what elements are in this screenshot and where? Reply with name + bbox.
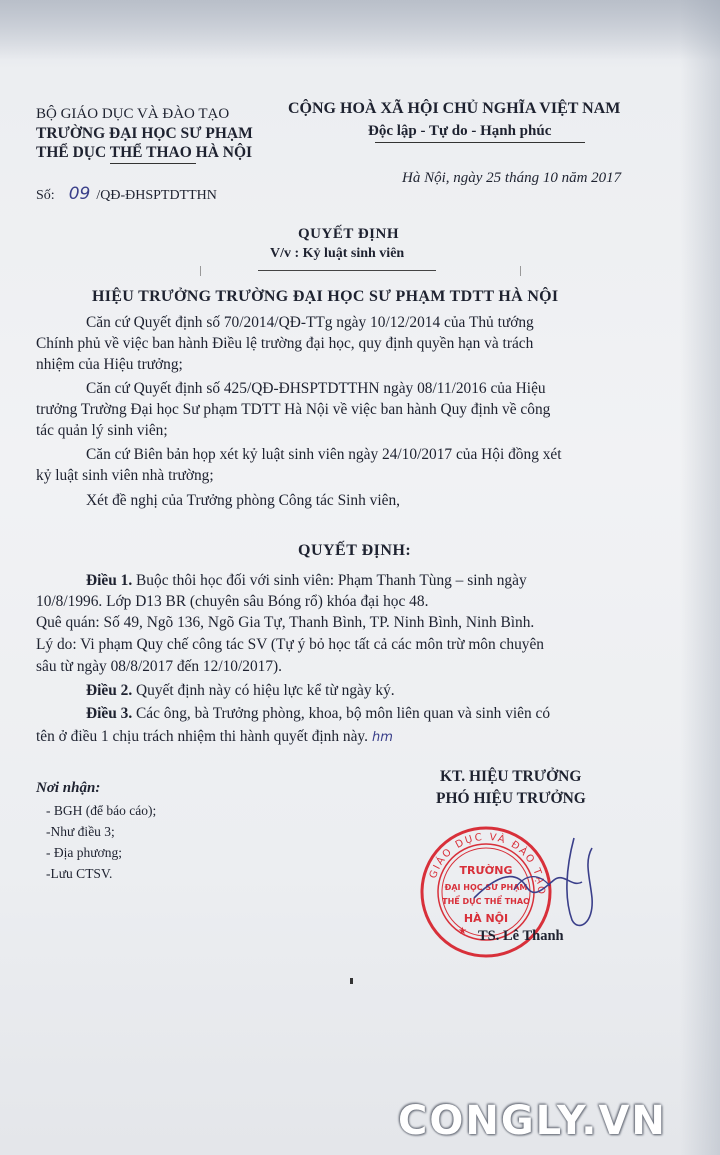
top-shadow bbox=[0, 0, 720, 60]
article-3-text: Các ông, bà Trưởng phòng, khoa, bộ môn liên quan và sinh viên có bbox=[132, 705, 551, 722]
article-2 bbox=[86, 680, 395, 701]
article-1-line: sâu từ ngày 08/8/2017 đến 12/10/2017). bbox=[36, 658, 283, 675]
site-watermark: CONGLY.VN bbox=[398, 1098, 667, 1144]
article-1-line: 10/8/1996. Lớp D13 BR (chuyên sâu Bóng rổ) khóa đại học 48. bbox=[36, 593, 429, 610]
seal-line-3: THỂ DỤC THỂ THAO bbox=[442, 897, 530, 906]
signature-title-2: PHÓ HIỆU TRƯỞNG bbox=[436, 790, 586, 807]
article-3-line2: tên ở điều 1 chịu trách nhiệm thi hành quyết định này. bbox=[36, 728, 368, 745]
article-1-line: Quê quán: Số 49, Ngõ 136, Ngõ Gia Tự, Thanh Bình, TP. Ninh Bình, Ninh Bình. bbox=[36, 614, 535, 631]
document-number bbox=[36, 184, 217, 204]
issuing-authority: HIỆU TRƯỞNG TRƯỜNG ĐẠI HỌC SƯ PHẠM TDTT HÀ NỘI bbox=[92, 288, 559, 305]
article-1 bbox=[86, 570, 527, 591]
recipient-item: -Như điều 3; bbox=[46, 824, 115, 839]
preamble-line: tác quản lý sinh viên; bbox=[36, 422, 168, 439]
right-shadow bbox=[680, 0, 720, 1155]
school-name-line1: TRƯỜNG ĐẠI HỌC SƯ PHẠM bbox=[36, 125, 253, 142]
preamble-line: Căn cứ Quyết định số 70/2014/QĐ-TTg ngày 10/12/2014 của Thủ tướng bbox=[86, 314, 534, 331]
handwritten-signature-icon bbox=[454, 828, 634, 938]
preamble-line: Căn cứ Quyết định số 425/QĐ-ĐHSPTDTTHN ngày 08/11/2016 của Hiệu bbox=[86, 380, 546, 397]
recipient-item: - BGH (để báo cáo); bbox=[46, 803, 157, 818]
article-1-line: Lý do: Vi phạm Quy chế công tác SV (Tự ý bỏ học tất cả các môn trừ môn chuyên bbox=[36, 636, 544, 653]
recipients-title: Nơi nhận: bbox=[36, 780, 101, 796]
article-3-line bbox=[36, 726, 393, 748]
document-title: QUYẾT ĐỊNH bbox=[298, 226, 399, 242]
article-3-label: Điều 3. bbox=[86, 705, 133, 722]
signature-title-1: KT. HIỆU TRƯỞNG bbox=[440, 768, 582, 785]
signer-name: TS. Lê Thanh bbox=[478, 928, 564, 944]
article-2-text: Quyết định này có hiệu lực kể từ ngày ký. bbox=[132, 682, 395, 699]
svg-text:★: ★ bbox=[458, 926, 467, 937]
article-3 bbox=[86, 703, 550, 724]
article-1-label: Điều 1. bbox=[86, 572, 133, 589]
handwritten-initial: hm bbox=[371, 730, 393, 745]
subject-underline bbox=[258, 270, 436, 271]
punch-mark-right bbox=[520, 266, 521, 276]
school-name-line2: THỂ DỤC THỂ THAO HÀ NỘI bbox=[36, 144, 253, 161]
decision-heading: QUYẾT ĐỊNH: bbox=[298, 542, 412, 559]
preamble-line: kỷ luật sinh viên nhà trường; bbox=[36, 467, 214, 484]
seal-top-text: GIÁO DỤC VÀ ĐÀO TẠO bbox=[427, 831, 547, 897]
preamble-line: Xét đề nghị của Trưởng phòng Công tác Sinh viên, bbox=[86, 492, 401, 509]
motto-underline bbox=[375, 142, 585, 143]
recipient-item: - Địa phương; bbox=[46, 845, 122, 860]
ministry-name: BỘ GIÁO DỤC VÀ ĐÀO TẠO bbox=[36, 106, 230, 122]
document-number-label: Số: bbox=[36, 188, 55, 203]
document-date: Hà Nội, ngày 25 tháng 10 năm 2017 bbox=[402, 170, 622, 186]
article-1-text: Buộc thôi học đối với sinh viên: Phạm Thanh Tùng – sinh ngày bbox=[132, 572, 527, 589]
preamble-line: Chính phủ về việc ban hành Điều lệ trường đại học, quy định quyền hạn và trách bbox=[36, 335, 534, 352]
document-number-suffix: /QĐ-ĐHSPTDTTHN bbox=[96, 188, 217, 203]
recipient-item: -Lưu CTSV. bbox=[46, 866, 113, 881]
document-number-value: 09 bbox=[68, 184, 91, 204]
article-2-label: Điều 2. bbox=[86, 682, 133, 699]
republic-name: CỘNG HOÀ XÃ HỘI CHỦ NGHĨA VIỆT NAM bbox=[288, 100, 621, 117]
seal-line-2: ĐẠI HỌC SƯ PHẠM bbox=[444, 883, 528, 892]
school-name bbox=[36, 124, 253, 162]
preamble-line: trưởng Trường Đại học Sư phạm TDTT Hà Nội về việc ban hành Quy định về công bbox=[36, 401, 551, 418]
document-subject: V/v : Kỷ luật sinh viên bbox=[270, 246, 405, 261]
school-underline bbox=[110, 163, 196, 164]
seal-line-4: HÀ NỘI bbox=[463, 912, 509, 925]
seal-line-1: TRƯỜNG bbox=[459, 864, 513, 877]
preamble-line: nhiệm của Hiệu trưởng; bbox=[36, 356, 183, 373]
preamble-line: Căn cứ Biên bản họp xét kỷ luật sinh viên ngày 24/10/2017 của Hội đồng xét bbox=[86, 446, 562, 463]
punch-mark-left bbox=[200, 266, 201, 276]
ink-mark bbox=[350, 978, 353, 984]
national-motto: Độc lập - Tự do - Hạnh phúc bbox=[368, 123, 552, 139]
